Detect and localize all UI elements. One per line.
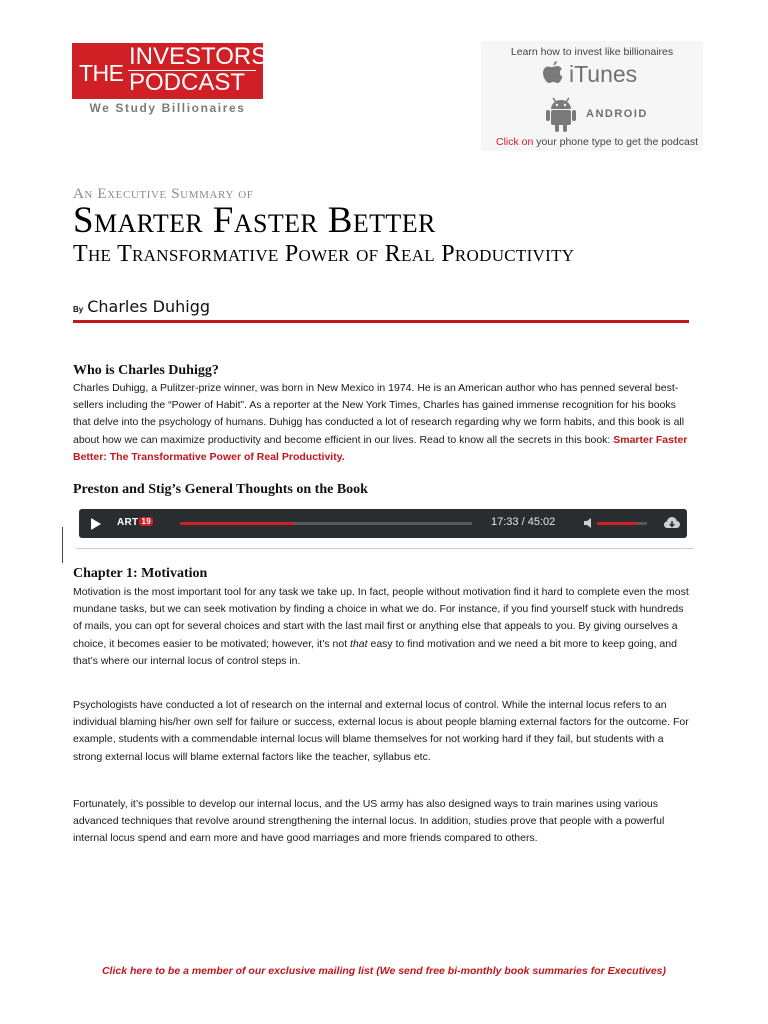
chapter-1-p1-b: easy to find motivation and we need a bit more to keep going, and that’s where our internal locus of control steps in. [73, 637, 677, 667]
author-paragraph [73, 380, 695, 466]
chapter-1-paragraph-3: Fortunately, it’s possible to develop our internal locus, and the US army has also designed ways to train marines using various advanced techniques that revolve around strengthening the internal locus. In addition, studies prove that people with a powerful internal locus spend and earn more and have good marriages and more friends compared to others. [73, 798, 665, 845]
android-robot-icon [541, 95, 581, 135]
volume-icon[interactable] [583, 517, 595, 529]
art19-brand: ART [117, 517, 139, 528]
promo-learn-text: Learn how to invest like billionaires [510, 46, 674, 58]
logo-tagline: We Study Billionaires [89, 101, 246, 115]
text-cursor [62, 527, 63, 563]
logo-podcast: PODCAST [129, 69, 246, 96]
promo-click-instructions [481, 136, 713, 148]
book-subtitle: The Transformative Power of Real Productivity [73, 241, 575, 267]
click-on-rest: your phone type to get the podcast [536, 136, 698, 148]
click-on-link[interactable]: Click on [496, 136, 534, 148]
playback-progress-bar[interactable] [180, 522, 472, 525]
thoughts-heading: Preston and Stig’s General Thoughts on the Book [73, 482, 368, 497]
podcast-promo-box [481, 41, 703, 151]
summary-kicker: An Executive Summary of [73, 186, 254, 202]
volume-level-fill [597, 522, 637, 525]
art19-brand-num: 19 [141, 517, 151, 526]
byline [73, 297, 210, 317]
player-divider [76, 548, 694, 549]
book-title: Smarter Faster Better [73, 200, 436, 241]
playback-progress-fill [180, 522, 294, 525]
book-title-link[interactable]: Smarter Faster Better: The Transformative Power of Real Productivity. [73, 433, 688, 463]
logo-the: THE [79, 60, 124, 86]
apple-icon [539, 59, 565, 89]
play-icon[interactable] [89, 517, 103, 531]
author-name: Charles Duhigg [87, 297, 210, 316]
volume-slider[interactable] [597, 522, 647, 525]
art19-logo [117, 517, 153, 528]
author-heading: Who is Charles Duhigg? [73, 363, 219, 378]
playback-time: 17:33 / 45:02 [491, 516, 556, 528]
audio-player [79, 509, 687, 538]
chapter-1-paragraph-2: Psychologists have conducted a lot of research on the internal and external locus of control. While the internal locus refers to an individual blaming his/her own self for failure or success, external locus is about people blaming external factors for the outcome. For example, students with a commendable internal locus will blame themselves for not working hard if they fail, but students with a strong external locus will blame external factors like the teacher, syllabus etc. [73, 699, 689, 763]
investors-podcast-logo[interactable] [72, 43, 268, 99]
chapter-1-heading: Chapter 1: Motivation [73, 566, 208, 581]
author-paragraph-text: Charles Duhigg, a Pulitzer-prize winner, was born in New Mexico in 1974. He is an American author who has penned several best-sellers including the “Power of Habit”. As a reporter at the New York Times, Charles has gained immense recognition for his books that delve into the psychology of humans. Duhigg has conducted a lot of research regarding why we form habits, and this book is all about how we can maximize productivity and become efficient in our lives. Read to know all the secrets in this book: [73, 382, 685, 446]
chapter-1-p1-emphasis: that [350, 637, 368, 650]
android-label: ANDROID [586, 108, 648, 120]
logo-investors: INVESTORS [129, 43, 268, 70]
chapter-1-paragraph-1 [73, 584, 695, 670]
mailing-list-link[interactable]: Click here to be a member of our exclusive mailing list (We send free bi-monthly book summaries for Executives) [101, 965, 667, 977]
itunes-label: iTunes [569, 61, 638, 87]
byline-by: By [73, 305, 84, 314]
cloud-download-icon[interactable] [663, 515, 681, 531]
title-divider [73, 320, 689, 323]
chapter-1-p1-a: Motivation is the most important tool for any task we take up. In fact, people without motivation find it hard to complete even the most mundane tasks, but we can seek motivation by finding a choice in what we do. For instance, if you find yourself stuck with hundreds of mails, you can opt for several choices and start with the last mail first or anything else that appeals to you. By giving ourselves a choice, it becomes easier to be motivated; however, it’s not [73, 586, 689, 650]
